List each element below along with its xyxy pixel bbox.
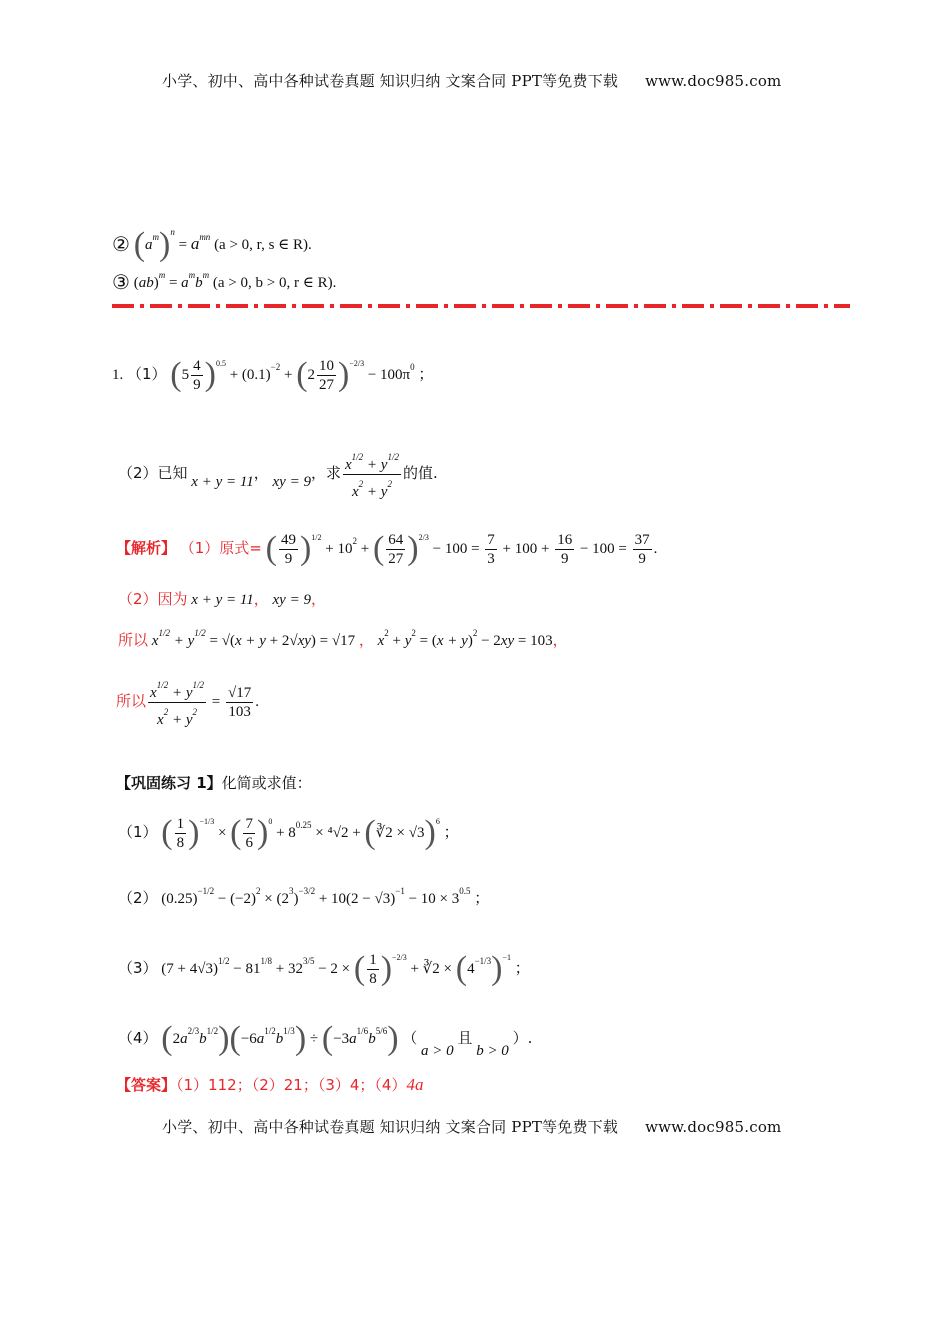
- problem-1-ask: ，求: [310, 463, 341, 482]
- so-label-2: 所以: [116, 691, 147, 710]
- q4-cond-and: 且: [457, 1029, 473, 1047]
- practice-title-text: 化简或求值：: [221, 774, 312, 792]
- answer-line: [116, 1074, 423, 1095]
- problem-1-part-2: （2）已知 x + y = 11， xy = 9，求 $\frac{x^{1/2} + y^{1/2}}{x^2 + y^2}$ 的值.: [118, 448, 438, 501]
- rule-2: ② $(a^m)^n = a^{mn}$ (a > 0, r, s ∈ R).: [112, 226, 312, 263]
- solution-given-product: xy = 9: [272, 592, 311, 608]
- given-separator: ，: [253, 463, 269, 482]
- solution-part-1: 【解析】 （1）原式= ( $\frac{49}{9}$ )$^{1/2} + 10^2$ + ( $\frac{64}{27}$ )$^{2/3}$ − 100 = $\frac{7}{3}$ + 100 + $\frac{16}{9}$ − 100 = $\frac{37}{9}$ .: [116, 530, 658, 568]
- header-text: 小学、初中、高中各种试卷真题 知识归纳 文案合同 PPT等免费下载: [162, 72, 619, 90]
- practice-q1-label: （1）: [118, 823, 158, 841]
- answer-tag: 【答案】: [116, 1076, 177, 1094]
- footer-text: 小学、初中、高中各种试卷真题 知识归纳 文案合同 PPT等免费下载: [162, 1118, 619, 1136]
- result-103-b: 103: [228, 704, 251, 720]
- q4-cond-b: b > 0: [476, 1043, 509, 1059]
- practice-q4: （4） $(2a^{2/3}b^{1/2})(-6a^{1/2}b^{1/3}) \div (-3a^{1/6}b^{5/6})$ （ a > 0 且 b > 0 ）.: [118, 1020, 533, 1059]
- problem-1-part-1-end: ；: [418, 367, 434, 383]
- solution-so-2: 所以 $\frac{x^{1/2} + y^{1/2}}{x^2 + y^2}$ = $\frac{√17}{103}$ .: [116, 676, 259, 729]
- practice-tag: 【巩固练习 1】: [116, 774, 222, 792]
- header-url[interactable]: www.doc985.com: [645, 72, 782, 90]
- problem-1-part-1: 1. （1） (5 $\frac{4}{9}$ )$^{0.5} + (0.1)^{-2} + (2$ $\frac{10}{27}$ )$^{-2/3} - 100\pi^0$ ；: [112, 356, 434, 394]
- problem-1-number: 1.: [112, 367, 124, 383]
- section-divider: [112, 304, 850, 308]
- so-label-1: 所以: [118, 631, 149, 649]
- solution-part-2: （2）因为 x + y = 11， xy = 9，: [118, 590, 326, 608]
- rule-3-condition: (a > 0, b > 0, r ∈ R): [212, 275, 333, 291]
- practice-q2: （2） $(0.25)^{-1/2} - (-2)^2 \times (2^3)^{-3/2} + 10(2 - √3)^{-1} - 10 \times 3^{0.5}$ ；: [118, 886, 490, 907]
- rule-3-end: .: [332, 275, 337, 291]
- page-header: [162, 70, 781, 91]
- solution-part-1-label: （1）原式=: [179, 539, 262, 557]
- rule-3-label: ③: [112, 272, 130, 294]
- solution-so-1: 所以 $x^{1/2} + y^{1/2} = √(x + y + 2√xy) = √17$ ， $x^2 + y^2 = (x + y)^2 - 2xy = 103$，: [118, 628, 568, 649]
- q4-cond-a: a > 0: [421, 1043, 454, 1059]
- solution-given-sum: x + y = 11: [191, 592, 254, 608]
- answer-text: （1）112；（2）21；（3）4；（4）: [176, 1076, 407, 1094]
- footer-url[interactable]: www.doc985.com: [645, 1118, 782, 1136]
- rule-2-end: .: [308, 237, 312, 253]
- given-product: xy = 9: [272, 473, 311, 490]
- sqrt-17-a: 17: [340, 633, 356, 649]
- problem-1-part-1-label: （1）: [127, 365, 167, 383]
- solution-tag: 【解析】: [116, 539, 177, 557]
- rule-3: ③ $(ab)^m = a^mb^m$ (a > 0, b > 0, r ∈ R).: [112, 270, 337, 294]
- practice-q4-label: （4）: [118, 1029, 158, 1047]
- practice-q1: （1） ( $\frac{1}{8}$ )$^{-1/3}$ × ( $\frac{7}{6}$ )$^0 + 8^{0.25} \times ^4√2$ + (∛2 × √3)$^6$ ；: [118, 814, 459, 852]
- practice-q3: （3） $(7 + 4√3)^{1/2} - 81^{1/8} + 32^{3/5} - 2$ × ( $\frac{1}{8}$ )$^{-2/3}$ + ∛2 × $(4^{-1/3})^{-1}$ ；: [118, 950, 530, 988]
- sqrt-17-b: 17: [236, 685, 252, 701]
- practice-q2-label: （2）: [118, 889, 158, 907]
- q4-cond-open: （: [402, 1029, 418, 1047]
- problem-1-ask-end: 的值.: [402, 463, 438, 482]
- practice-q3-label: （3）: [118, 959, 158, 977]
- result-103-a: 103: [530, 633, 553, 649]
- practice-title: [116, 772, 312, 793]
- given-sum: x + y = 11: [191, 473, 254, 490]
- problem-1-part-2-label: （2）已知: [118, 463, 188, 482]
- q4-cond-close: ）.: [512, 1029, 533, 1047]
- rule-2-label: ②: [112, 234, 130, 256]
- answer-last: 4a: [406, 1075, 424, 1094]
- solution-part-2-label: （2）因为: [118, 590, 188, 608]
- page-footer: [162, 1116, 781, 1137]
- rule-2-condition: (a > 0, r, s ∈ R): [214, 237, 309, 253]
